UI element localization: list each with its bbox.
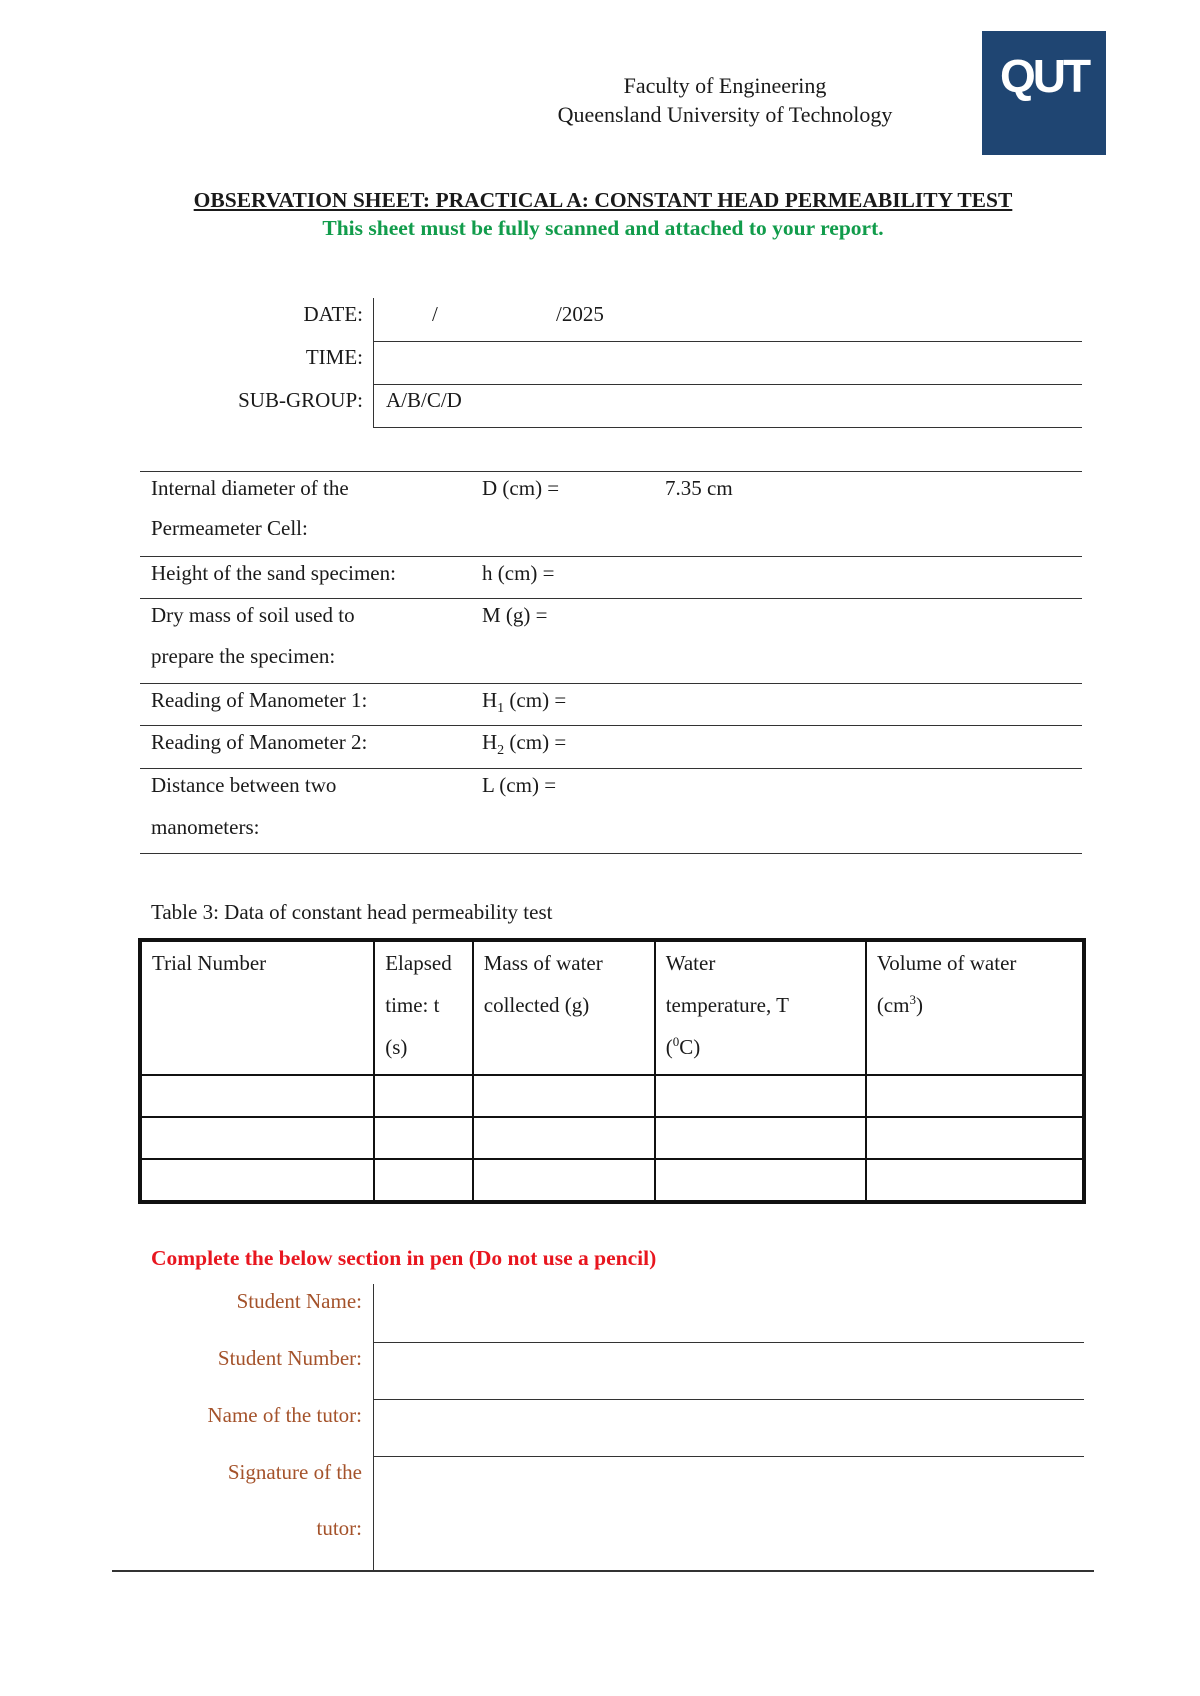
params-top-rule — [140, 471, 1082, 472]
table-cell[interactable] — [374, 1159, 473, 1202]
column-header: Trial Number — [140, 940, 374, 1075]
data-table — [138, 938, 1086, 1204]
sheet-title: OBSERVATION SHEET: PRACTICAL A: CONSTANT HEAD PERMEABILITY TEST — [193, 188, 1013, 212]
table-cell[interactable] — [866, 1117, 1084, 1159]
tutor-name-label: Name of the tutor: — [207, 1403, 362, 1427]
tutor-signature-label: tutor: — [316, 1516, 362, 1540]
param-label: Height of the sand specimen: — [151, 561, 396, 585]
param-rule — [140, 768, 1082, 769]
table-cell[interactable] — [374, 1075, 473, 1117]
param-rule — [140, 598, 1082, 599]
param-label: prepare the specimen: — [151, 644, 336, 668]
table-cell[interactable] — [140, 1075, 374, 1117]
date-underline — [373, 341, 1082, 342]
param-symbol: $H_2$ (cm) = — [482, 730, 567, 759]
param-label: Reading of Manometer 1: — [151, 688, 368, 712]
tutor-name-field[interactable] — [373, 1456, 1084, 1457]
params-bottom-rule — [140, 853, 1082, 854]
param-label: Reading of Manometer 2: — [151, 730, 368, 754]
column-header: Volume of water $(cm^3)$ — [866, 940, 1084, 1075]
column-header: Water temperature, T ($^0$C) — [655, 940, 866, 1075]
table-cell[interactable] — [655, 1159, 866, 1202]
date-field-slash[interactable]: / — [432, 302, 438, 326]
param-label: Internal diameter of the — [151, 476, 349, 500]
university-name: Queensland University of Technology — [557, 102, 893, 127]
pen-instruction: Complete the below section in pen (Do not use a pencil) — [151, 1246, 657, 1270]
table-cell[interactable] — [374, 1117, 473, 1159]
session-divider — [373, 298, 374, 428]
table-cell[interactable] — [655, 1075, 866, 1117]
student-name-field[interactable] — [373, 1342, 1084, 1343]
time-label: TIME: — [305, 345, 363, 369]
table-cell[interactable] — [866, 1075, 1084, 1117]
param-rule — [140, 556, 1082, 557]
table-row — [140, 1117, 1084, 1159]
table-cell[interactable] — [866, 1159, 1084, 1202]
table-cell[interactable] — [473, 1075, 655, 1117]
qut-logo — [982, 31, 1106, 155]
table-row — [140, 1075, 1084, 1117]
param-symbol: L (cm) = — [482, 773, 557, 797]
table-cell[interactable] — [140, 1117, 374, 1159]
subgroup-label: SUB-GROUP: — [238, 388, 363, 412]
bottom-rule — [112, 1570, 1094, 1572]
column-header: Mass of water collected (g) — [473, 940, 655, 1075]
param-symbol: $H_1$ (cm) = — [482, 688, 567, 717]
param-symbol: M (g) = — [482, 603, 548, 627]
param-rule — [140, 683, 1082, 684]
student-number-field[interactable] — [373, 1399, 1084, 1400]
table-header-row — [140, 940, 1084, 1075]
date-label: DATE: — [303, 302, 363, 326]
param-label: Distance between two — [151, 773, 337, 797]
faculty-name: Faculty of Engineering — [623, 73, 827, 98]
table-cell[interactable] — [140, 1159, 374, 1202]
pen-section-divider — [373, 1284, 374, 1570]
time-underline — [373, 384, 1082, 385]
subgroup-underline — [373, 427, 1082, 428]
param-rule — [140, 725, 1082, 726]
param-value[interactable]: 7.35 cm — [665, 476, 733, 500]
table-cell[interactable] — [655, 1117, 866, 1159]
sheet-subtitle: This sheet must be fully scanned and attached to your report. — [322, 216, 884, 240]
param-symbol: D (cm) = — [482, 476, 560, 500]
table-cell[interactable] — [473, 1159, 655, 1202]
table-cell[interactable] — [473, 1117, 655, 1159]
qut-logo-text: QUT — [999, 50, 1089, 102]
date-field-year[interactable]: /2025 — [556, 302, 604, 326]
student-number-label: Student Number: — [217, 1346, 362, 1370]
tutor-signature-label: Signature of the — [227, 1460, 362, 1484]
table-row — [140, 1159, 1084, 1202]
param-label: Dry mass of soil used to — [151, 603, 355, 627]
param-label: Permeameter Cell: — [151, 516, 308, 540]
subgroup-field[interactable]: A/B/C/D — [386, 388, 462, 412]
param-label: manometers: — [151, 815, 260, 839]
table-caption: Table 3: Data of constant head permeability test — [151, 900, 553, 924]
student-name-label: Student Name: — [236, 1289, 362, 1313]
param-symbol: h (cm) = — [482, 561, 555, 585]
column-header: Elapsed time: t (s) — [374, 940, 473, 1075]
